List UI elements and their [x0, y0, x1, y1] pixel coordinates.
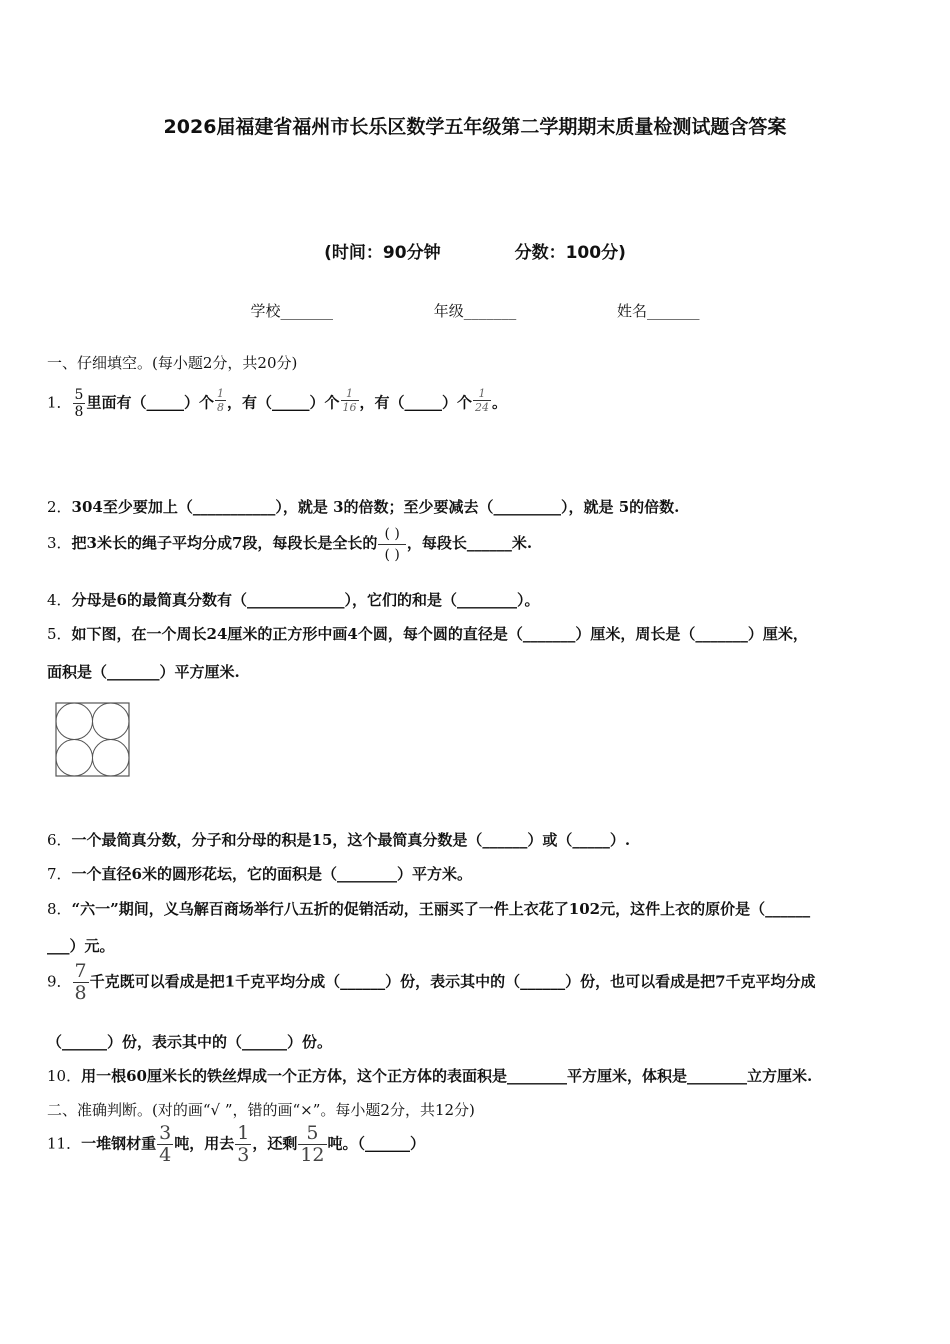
question-9: [47, 962, 816, 1003]
question-number: 3．: [47, 534, 72, 552]
question-number: 4．: [47, 591, 72, 609]
fraction: $\frac{1}{24}$: [475, 387, 490, 414]
question-7: [47, 863, 472, 884]
question-5: [47, 623, 808, 644]
student-fields: [0, 300, 950, 321]
question-9-continued: （______）份，表示其中的（______）份。: [47, 1033, 333, 1051]
fraction: $\frac{1}{8}$: [216, 387, 224, 414]
question-11: 11．一堆钢材重 $\frac{3}{4}$ 吨，用去 $\frac{1}{3}$ ，还剩 $\frac{5}{12}$ 吨。（______）: [47, 1122, 426, 1166]
question-number: 11．: [47, 1134, 82, 1153]
section-heading-2: 二、准确判断。(对的画“√ ”，错的画“×”。每小题2分，共12分): [47, 1101, 475, 1119]
question-text: 一个最简真分数，分子和分母的积是15，这个最简真分数是（______）或（_____）.: [71, 831, 631, 849]
question-number: 9．: [47, 972, 72, 991]
square-outline: [56, 703, 129, 776]
circle: [93, 740, 130, 777]
fraction-blank[interactable]: $\frac{( )}{( )}$: [378, 526, 405, 562]
question-2: [47, 496, 679, 517]
question-10: [47, 1065, 812, 1086]
question-number: 10．: [47, 1067, 82, 1085]
question-text: “六一”期间，义乌解百商场举行八五折的促销活动，王丽买了一件上衣花了102元，这件上衣的原价是（______: [71, 900, 811, 918]
question-4: [47, 589, 540, 610]
question-text: 一个直径6米的圆形花坛，它的面积是（________）平方米。: [71, 865, 472, 883]
fraction: $\frac{1}{3}$: [237, 1122, 250, 1166]
question-text: 304至少要加上（___________），就是 3的倍数；至少要减去（_________），就是 5的倍数.: [71, 498, 680, 516]
fraction: $\frac{7}{8}$: [74, 960, 87, 1004]
question-1: 1． $\frac{5}{8}$ 里面有（_____）个 $\frac{1}{8}$ ，有（_____）个 $\frac{1}{16}$ ，有（_____）个 $\frac{1}{24}$ 。: [47, 387, 508, 420]
fraction: $\frac{5}{8}$: [74, 387, 84, 420]
question-number: 5．: [47, 625, 72, 643]
square-four-circles-figure: [55, 702, 130, 777]
section-heading-1: 一、仔细填空。(每小题2分，共20分): [47, 354, 298, 372]
question-number: 2．: [47, 498, 72, 516]
question-text: 用一根60厘米长的铁丝焊成一个正方体，这个正方体的表面积是________平方厘米，体积是________立方厘米.: [81, 1067, 813, 1085]
question-number: 6．: [47, 831, 72, 849]
question-8: [47, 898, 810, 919]
circle: [56, 740, 93, 777]
fraction: $\frac{5}{12}$: [300, 1122, 325, 1166]
fraction: $\frac{1}{16}$: [342, 387, 357, 414]
name-field[interactable]: 姓名_______: [617, 302, 700, 320]
exam-score: 分数：100分): [514, 243, 626, 263]
question-text: 把3米长的绳子平均分成7段，每段长是全长的: [71, 534, 378, 552]
question-number: 7．: [47, 865, 72, 883]
question-number: 1．: [47, 393, 72, 412]
question-text: 分母是6的最简真分数有（_____________），它们的和是（________）。: [71, 591, 540, 609]
document-title: 2026届福建省福州市长乐区数学五年级第二学期期末质量检测试题含答案: [163, 116, 787, 138]
exam-time: (时间：90分钟: [324, 243, 441, 263]
circle: [56, 703, 93, 740]
question-number: 8．: [47, 900, 72, 918]
circle: [93, 703, 130, 740]
exam-info: [0, 238, 950, 263]
question-3: 3．把3米长的绳子平均分成7段，每段长是全长的 $\frac{( )}{( )}$ ，每段长______米.: [47, 526, 533, 563]
school-field[interactable]: 学校_______: [250, 302, 333, 320]
question-text: 如下图，在一个周长24厘米的正方形中画4个圆，每个圆的直径是（_______）厘米，周长是（_______）厘米，: [71, 625, 808, 643]
question-5-continued: 面积是（_______）平方厘米.: [47, 663, 240, 681]
question-text: 千克既可以看成是把1千克平均分成（______）份，表示其中的（______）份，也可以看成是把7千克平均分成: [89, 972, 816, 991]
question-6: [47, 829, 630, 850]
question-8-continued: ___）元。: [47, 937, 115, 955]
fraction: $\frac{3}{4}$: [159, 1122, 172, 1166]
grade-field[interactable]: 年级_______: [433, 302, 517, 320]
